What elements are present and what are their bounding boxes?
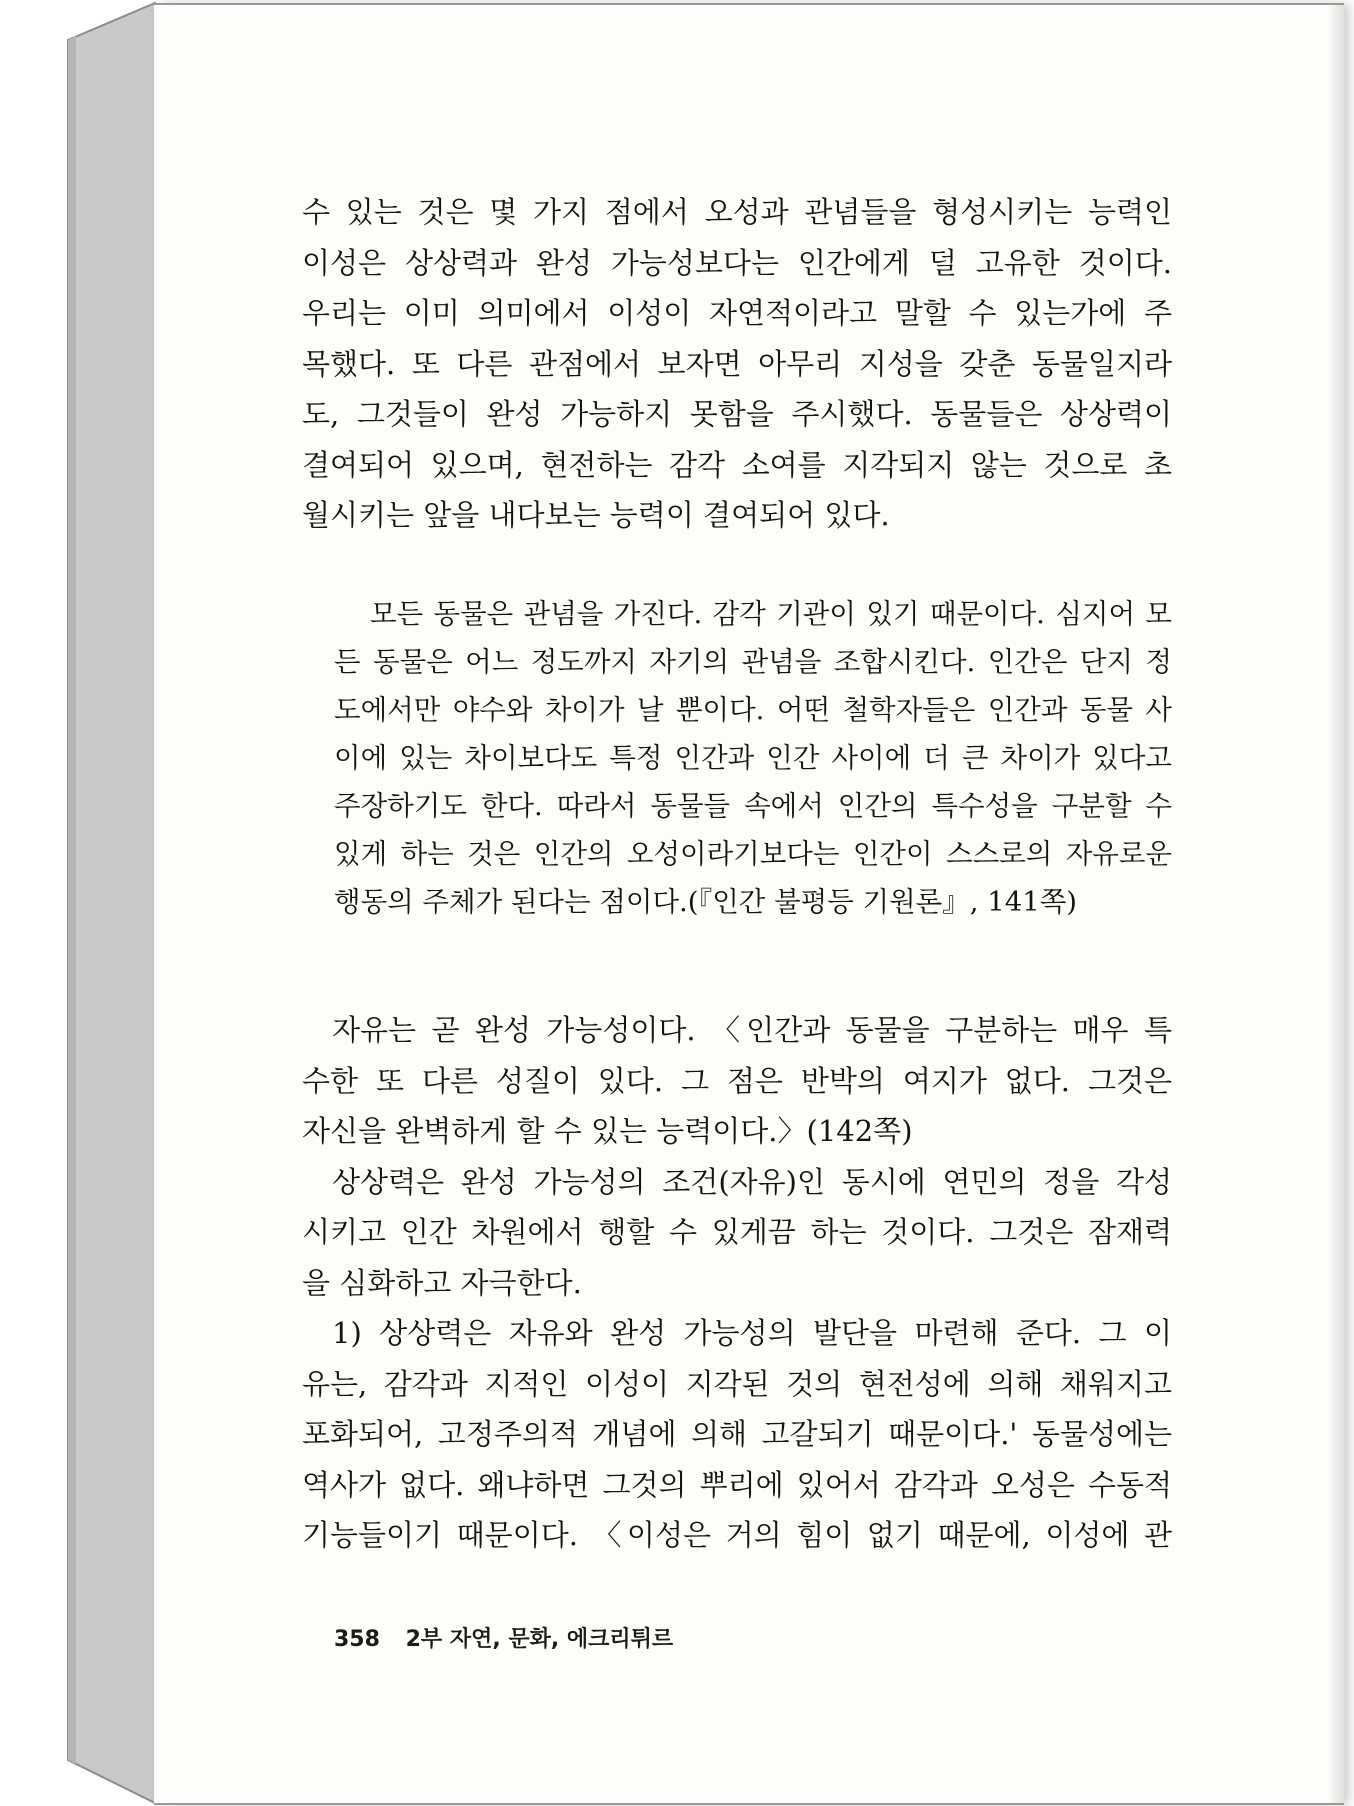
text-line: 시키고 인간 차원에서 행할 수 있게끔 하는 것이다. 그것은 잠재력 — [302, 1215, 1172, 1249]
quote-line: 모든 동물은 관념을 가진다. 감각 기관이 있기 때문이다. 심지어 모 — [370, 598, 1172, 630]
text-line: 자신을 완벽하게 할 수 있는 능력이다.〉(142쪽) — [302, 1114, 913, 1148]
block-quote — [334, 589, 1172, 925]
text-line: 역사가 없다. 왜냐하면 그것의 뿌리에 있어서 감각과 오성은 수동적 — [302, 1467, 1172, 1502]
quote-line: 주장하기도 한다. 따라서 동물들 속에서 인간의 특수성을 구분할 수 — [334, 790, 1172, 822]
page-footer — [334, 1622, 673, 1653]
quote-line: 든 동물은 어느 정도까지 자기의 관념을 조합시킨다. 인간은 단지 정 — [334, 646, 1172, 678]
text-line: 포화되어, 고정주의적 개념에 의해 고갈되기 때문이다.' 동물성에는 — [302, 1417, 1172, 1451]
text-line: 유는, 감각과 지적인 이성이 지각된 것의 현전성에 의해 채워지고 — [302, 1366, 1172, 1401]
text-line: 이성은 상상력과 완성 가능성보다는 인간에게 덜 고유한 것이다. — [302, 245, 1172, 280]
page-number: 358 — [334, 1627, 380, 1652]
quote-line: 이에 있는 차이보다도 특정 인간과 인간 사이에 더 큰 차이가 있다고 — [334, 742, 1172, 774]
text-line: 목했다. 또 다른 관점에서 보자면 아무리 지성을 갖춘 동물일지라 — [302, 346, 1172, 381]
paragraph-1 — [302, 187, 1172, 541]
text-line: 수한 또 다른 성질이 있다. 그 점은 반박의 여지가 없다. 그것은 — [302, 1063, 1172, 1098]
quote-line: 있게 하는 것은 인간의 오성이라기보다는 인간이 스스로의 자유로운 — [334, 838, 1172, 870]
page-edge-shadow — [1328, 5, 1344, 1803]
text-line: 상상력은 완성 가능성의 조건(자유)인 동시에 연민의 정을 각성 — [332, 1164, 1172, 1199]
text-line: 우리는 이미 의미에서 이성이 자연적이라고 말할 수 있는가에 주 — [302, 296, 1172, 330]
text-line: 을 심화하고 자극한다. — [302, 1265, 582, 1300]
book-page — [154, 3, 1344, 1805]
running-footer-section: 2부 자연, 문화, 에크리튀르 — [405, 1627, 674, 1652]
quote-line: 도에서만 야수와 차이가 날 뿐이다. 어떤 철학자들은 인간과 동물 사 — [334, 694, 1172, 726]
text-line: 수 있는 것은 몇 가지 점에서 오성과 관념들을 형성시키는 능력인 — [302, 195, 1172, 229]
text-line: 1) 상상력은 자유와 완성 가능성의 발단을 마련해 준다. 그 이 — [332, 1316, 1172, 1350]
text-line: 월시키는 앞을 내다보는 능력이 결여되어 있다. — [302, 498, 890, 532]
paragraphs-lower — [302, 1005, 1172, 1561]
quote-line: 행동의 주체가 된다는 점이다.(『인간 불평등 기원론』, 141쪽) — [334, 886, 1077, 918]
book-spine — [0, 0, 160, 1806]
text-line: 기능들이기 때문이다. 〈이성은 거의 힘이 없기 때문에, 이성에 관 — [302, 1518, 1172, 1552]
text-line: 도, 그것들이 완성 가능하지 못함을 주시했다. 동물들은 상상력이 — [302, 397, 1172, 431]
text-line: 결여되어 있으며, 현전하는 감각 소여를 지각되지 않는 것으로 초 — [302, 447, 1172, 482]
text-line: 자유는 곧 완성 가능성이다. 〈인간과 동물을 구분하는 매우 특 — [332, 1013, 1172, 1047]
